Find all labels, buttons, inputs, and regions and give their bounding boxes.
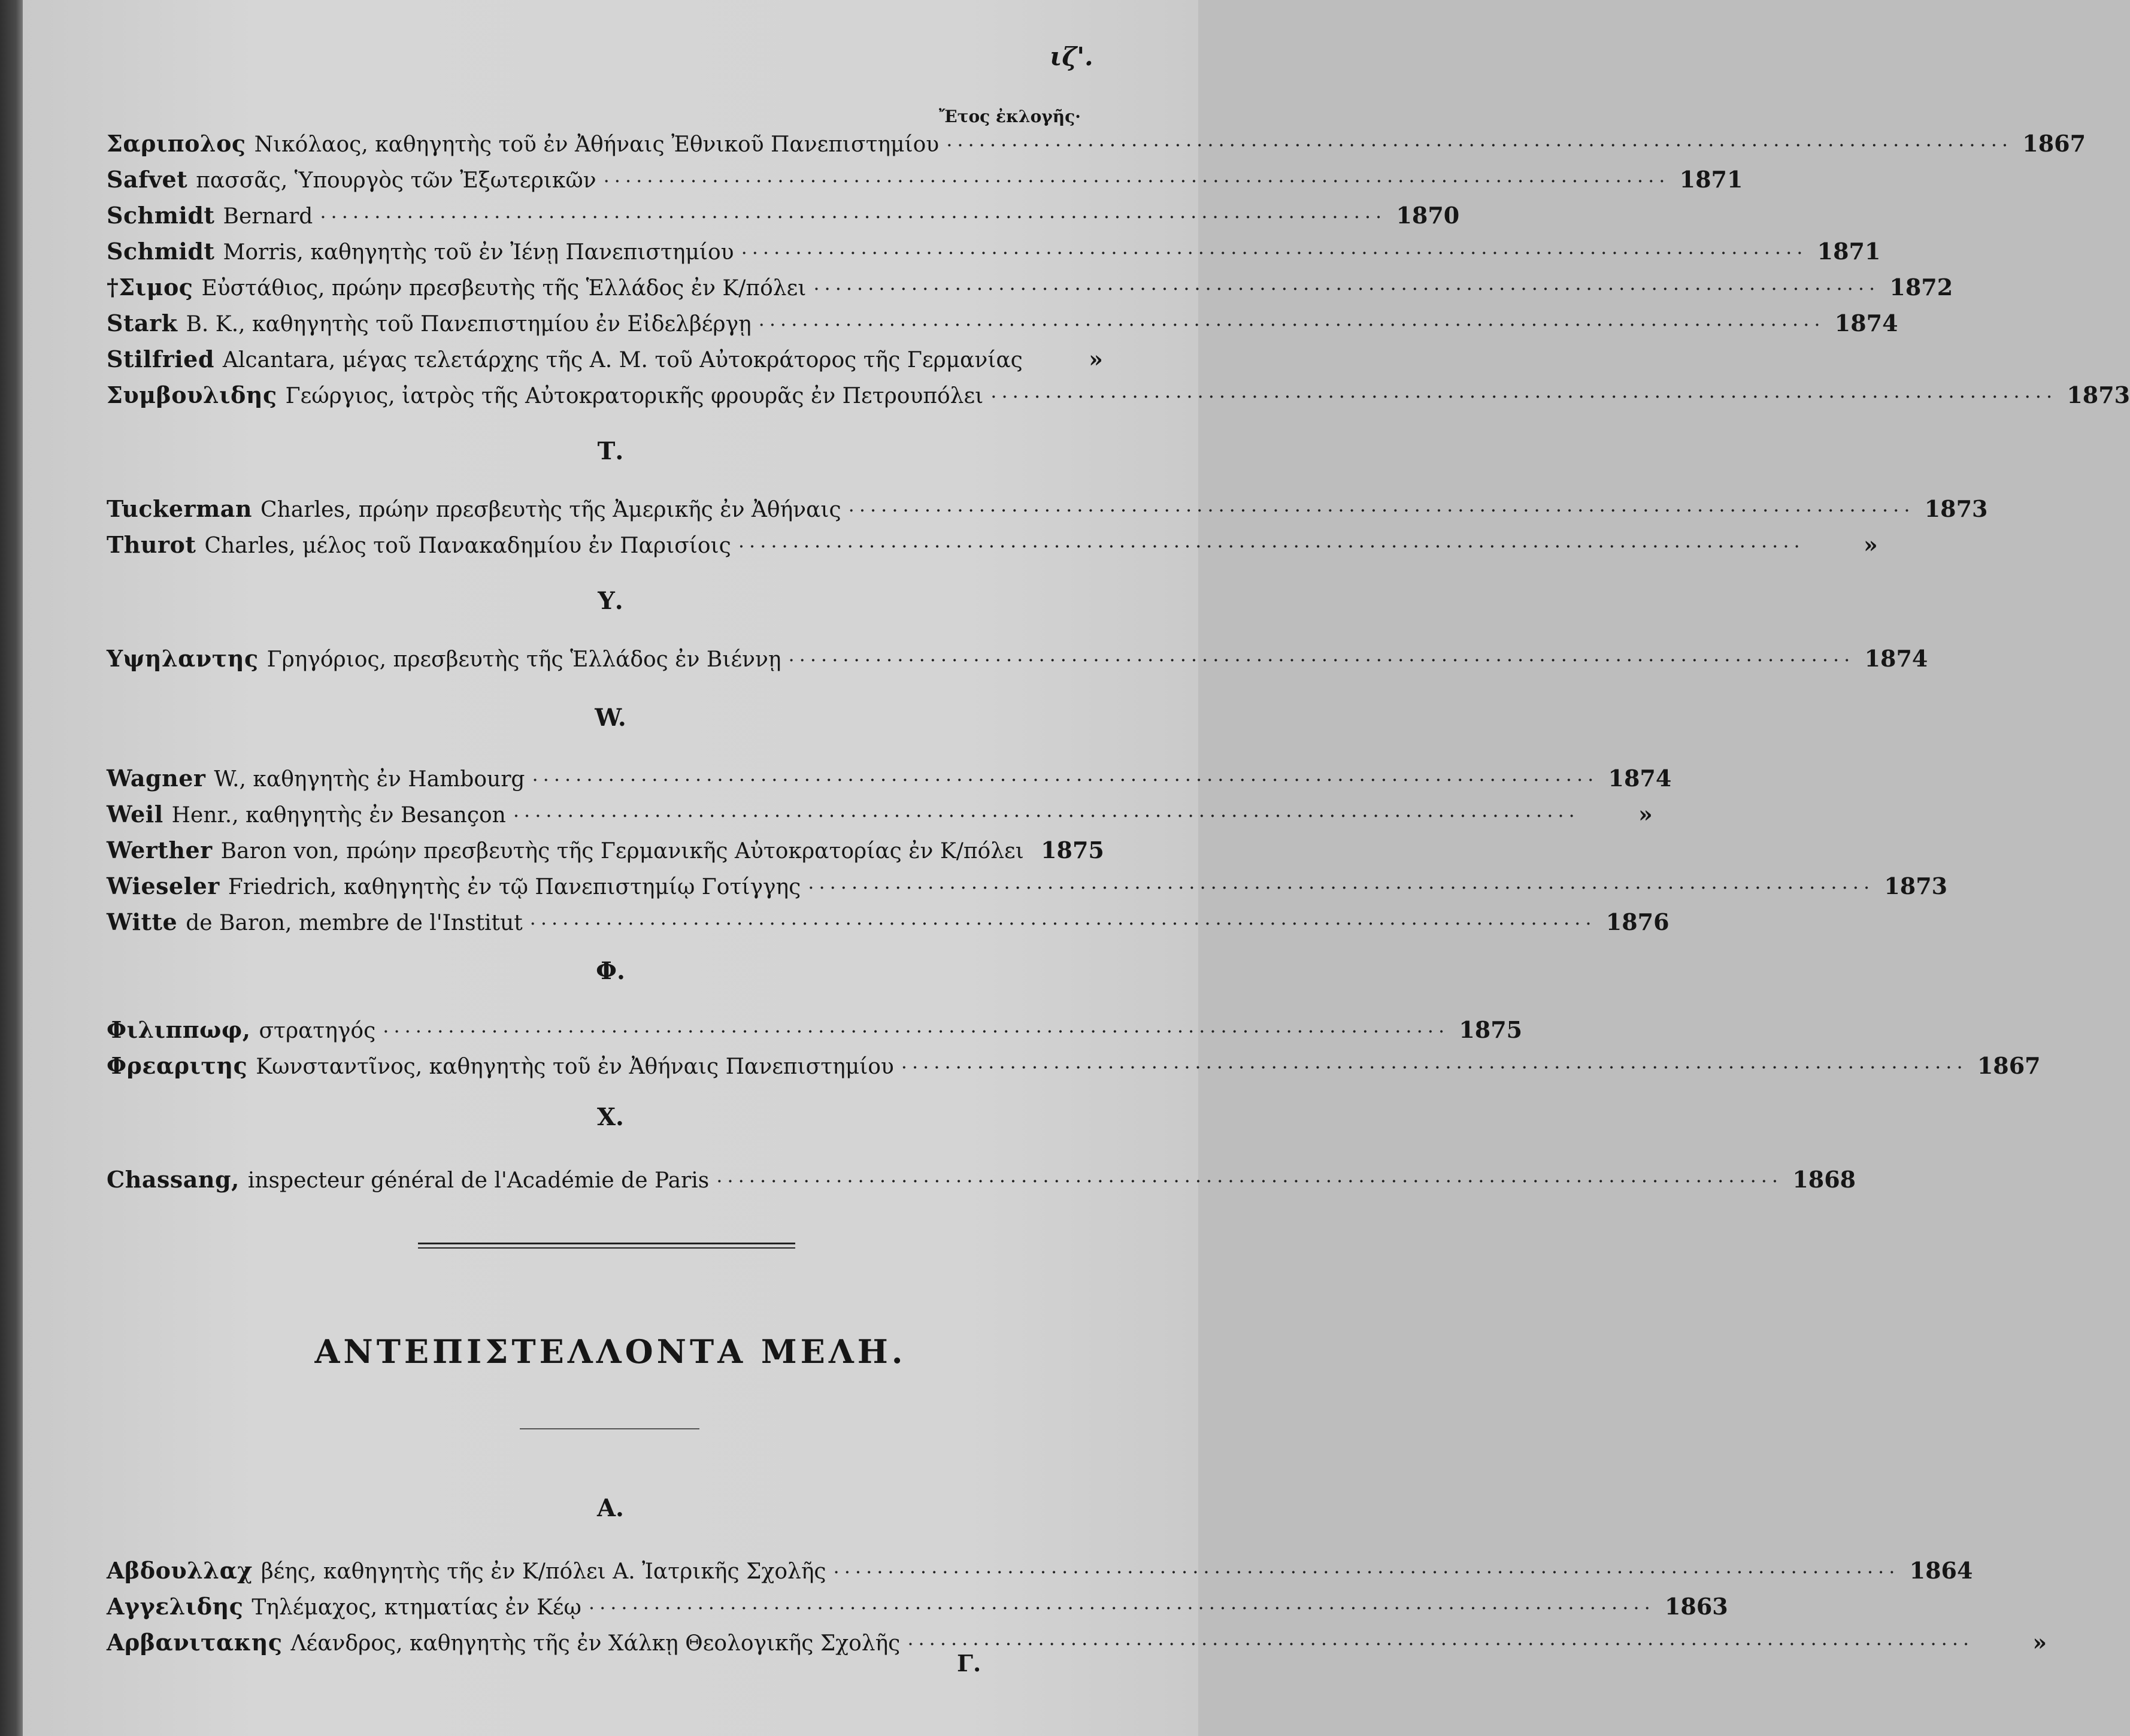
election-year: 1874 — [1834, 310, 1898, 337]
list-item — [107, 199, 1460, 229]
election-year: 1863 — [1664, 1593, 1728, 1620]
member-surname: Αγγελιδης — [107, 1593, 244, 1620]
member-surname: Schmidt — [107, 202, 215, 229]
election-year: 1873 — [1884, 872, 1948, 899]
election-year: 1872 — [1889, 274, 1953, 301]
member-surname: Σαριπολος — [107, 130, 246, 157]
dot-leader: .................................................................................................. — [603, 164, 1670, 187]
election-year: 1864 — [1909, 1557, 1973, 1584]
member-description: Alcantara, μέγας τελετάρχης τῆς Α. Μ. τοῦ Αὐτοκράτορος τῆς Γερμανίας — [222, 348, 1023, 372]
dot-leader: .................................................................................................. — [738, 529, 1805, 552]
book-page — [23, 0, 2130, 1736]
member-surname: Φρεαριτης — [107, 1052, 248, 1079]
dot-leader: .................................................................................................. — [529, 907, 1596, 929]
election-year: 1868 — [1792, 1166, 1856, 1193]
list-item — [107, 798, 1653, 828]
member-description: Friedrich, καθηγητὴς ἐν τῷ Πανεπιστημίῳ Γοτίγγης — [228, 875, 801, 899]
member-description: βέης, καθηγητὴς τῆς ἐν Κ/πόλει Α. Ἰατρικῆς Σχολῆς — [260, 1559, 826, 1584]
list-item — [107, 163, 1743, 193]
member-surname: Υψηλαντης — [107, 645, 259, 672]
election-year: 1875 — [1041, 837, 1104, 864]
member-description: Γρηγόριος, πρεσβευτὴς τῆς Ἑλλάδος ἐν Βιέννῃ — [266, 647, 781, 672]
dot-leader: .................................................................................................. — [383, 1014, 1450, 1037]
member-description: Bernard — [223, 204, 313, 229]
list-item — [107, 834, 1104, 864]
dot-leader: .................................................................................................. — [716, 1164, 1783, 1187]
member-surname: Stark — [107, 310, 178, 337]
dot-leader: .................................................................................................. — [532, 763, 1599, 786]
year-column-header: Ἔτος ἐκλογῆς· — [939, 107, 1081, 126]
list-item — [107, 1626, 2047, 1656]
member-surname: Tuckerman — [107, 495, 253, 522]
member-description: Γεώργιος, ἰατρὸς τῆς Αὐτοκρατορικῆς φρουρᾶς ἐν Πετρουπόλει — [285, 384, 984, 408]
list-item — [107, 1554, 1973, 1584]
list-item — [107, 127, 2086, 157]
election-year: » — [2032, 1629, 2047, 1656]
election-year: 1867 — [1977, 1052, 2041, 1079]
heading-underline — [520, 1428, 699, 1429]
member-description: πασσᾶς, Ὑπουργὸς τῶν Ἐξωτερικῶν — [196, 168, 596, 193]
dot-leader: .................................................................................................. — [788, 643, 1855, 666]
election-year: 1874 — [1608, 765, 1672, 792]
dot-leader: .................................................................................................. — [848, 493, 1915, 516]
member-description: B. K., καθηγητὴς τοῦ Πανεπιστημίου ἐν Εἰδελβέργῃ — [186, 312, 752, 337]
member-surname: Schmidt — [107, 238, 215, 265]
section-letter: W. — [595, 704, 626, 732]
list-item — [107, 1049, 2041, 1079]
member-description: W., καθηγητὴς ἐν Hambourg — [214, 767, 525, 792]
member-description: Λέανδρος, καθηγητὴς τῆς ἐν Χάλκῃ Θεολογικῆς Σχολῆς — [290, 1631, 901, 1656]
member-description: Morris, καθηγητὴς τοῦ ἐν Ἰένῃ Πανεπιστημίου — [223, 240, 734, 265]
member-description: Εὐστάθιος, πρώην πρεσβευτὴς τῆς Ἑλλάδος ἐν Κ/πόλει — [201, 276, 807, 301]
election-year: 1876 — [1605, 908, 1670, 935]
page-title: ΑΝΤΕΠΙΣΤΕΛΛΟΝΤΑ ΜΕΛΗ. — [314, 1332, 907, 1371]
election-year: 1871 — [1817, 238, 1881, 265]
dot-leader: .................................................................................................. — [946, 128, 2013, 151]
election-year: 1870 — [1396, 202, 1460, 229]
member-surname: Thurot — [107, 531, 196, 558]
dot-leader: .................................................................................................. — [758, 308, 1825, 331]
list-item — [107, 1013, 1523, 1043]
dot-leader: .................................................................................................. — [513, 799, 1580, 822]
list-item — [107, 492, 1988, 522]
dot-leader: .................................................................................................. — [833, 1555, 1900, 1578]
list-item — [107, 905, 1670, 935]
list-item — [107, 528, 1878, 558]
list-item — [107, 1590, 1728, 1620]
dot-leader: .................................................................................................. — [588, 1591, 1655, 1614]
member-description: Charles, μέλος τοῦ Πανακαδημίου ἐν Παρισίοις — [204, 534, 731, 558]
list-item — [107, 343, 1103, 372]
member-surname: Chassang, — [107, 1166, 240, 1193]
election-year: 1871 — [1679, 166, 1743, 193]
section-divider — [418, 1243, 795, 1244]
list-item — [107, 307, 1898, 337]
list-item — [107, 235, 1881, 265]
member-surname: Wagner — [107, 765, 206, 792]
member-surname: Φιλιππωφ, — [107, 1016, 251, 1043]
election-year: » — [1089, 346, 1103, 372]
page-number: ιζ'. — [1050, 42, 1093, 71]
election-year: 1873 — [1924, 495, 1988, 522]
book-binding-shadow — [0, 0, 23, 1736]
election-year: » — [1863, 531, 1878, 558]
member-surname: Αβδουλλαχ — [107, 1557, 253, 1584]
section-divider — [418, 1247, 795, 1249]
section-letter: Α. — [597, 1494, 624, 1522]
dot-leader: .................................................................................................. — [901, 1050, 1968, 1073]
list-item — [107, 378, 2130, 408]
member-description: inspecteur général de l'Académie de Paris — [247, 1168, 710, 1193]
member-description: Τηλέμαχος, κτηματίας ἐν Κέῳ — [252, 1595, 581, 1620]
dot-leader: .................................................................................................. — [907, 1627, 1974, 1650]
section-letter: Φ. — [596, 957, 625, 985]
section-letter: Τ. — [597, 437, 624, 465]
member-description: Baron von, πρώην πρεσβευτὴς τῆς Γερμανικῆς Αὐτοκρατορίας ἐν Κ/πόλει — [220, 839, 1024, 864]
list-item — [107, 869, 1948, 899]
dot-leader: .................................................................................................. — [813, 272, 1880, 295]
member-surname: Wieseler — [107, 872, 220, 899]
dot-leader: .................................................................................................. — [808, 871, 1875, 893]
member-description: Κωνσταντῖνος, καθηγητὴς τοῦ ἐν Ἀθήναις Πανεπιστημίου — [256, 1055, 894, 1079]
member-description: στρατηγός — [259, 1019, 376, 1043]
member-surname: Stilfried — [107, 346, 214, 372]
list-item — [107, 762, 1672, 792]
election-year: 1867 — [2022, 130, 2086, 157]
member-surname: Safvet — [107, 166, 188, 193]
member-surname: Witte — [107, 908, 178, 935]
catchword: Γ. — [957, 1650, 981, 1677]
member-surname: Αρβανιτακης — [107, 1629, 283, 1656]
section-letter: Υ. — [598, 587, 623, 615]
election-year: » — [1638, 801, 1653, 828]
election-year: 1875 — [1459, 1016, 1523, 1043]
member-surname: Werther — [107, 837, 213, 864]
election-year: 1874 — [1864, 645, 1928, 672]
member-surname: Συμβουλιδης — [107, 381, 277, 408]
section-letter: Χ. — [597, 1103, 624, 1131]
member-description: Νικόλαος, καθηγητὴς τοῦ ἐν Ἀθήναις Ἐθνικοῦ Πανεπιστημίου — [254, 132, 940, 157]
member-description: Henr., καθηγητὴς ἐν Besançon — [171, 803, 506, 828]
list-item — [107, 271, 1953, 301]
dot-leader: .................................................................................................. — [320, 200, 1387, 223]
member-description: de Baron, membre de l'Institut — [186, 911, 523, 935]
dot-leader: .................................................................................................. — [741, 236, 1808, 259]
election-year: 1873 — [2067, 381, 2130, 408]
member-surname: †Σιμος — [107, 274, 193, 301]
member-description: Charles, πρώην πρεσβευτὴς τῆς Ἀμερικῆς ἐν Ἀθήναις — [260, 498, 841, 522]
member-surname: Weil — [107, 801, 163, 828]
list-item — [107, 642, 1928, 672]
list-item — [107, 1163, 1856, 1193]
dot-leader: .................................................................................................. — [990, 380, 2058, 402]
